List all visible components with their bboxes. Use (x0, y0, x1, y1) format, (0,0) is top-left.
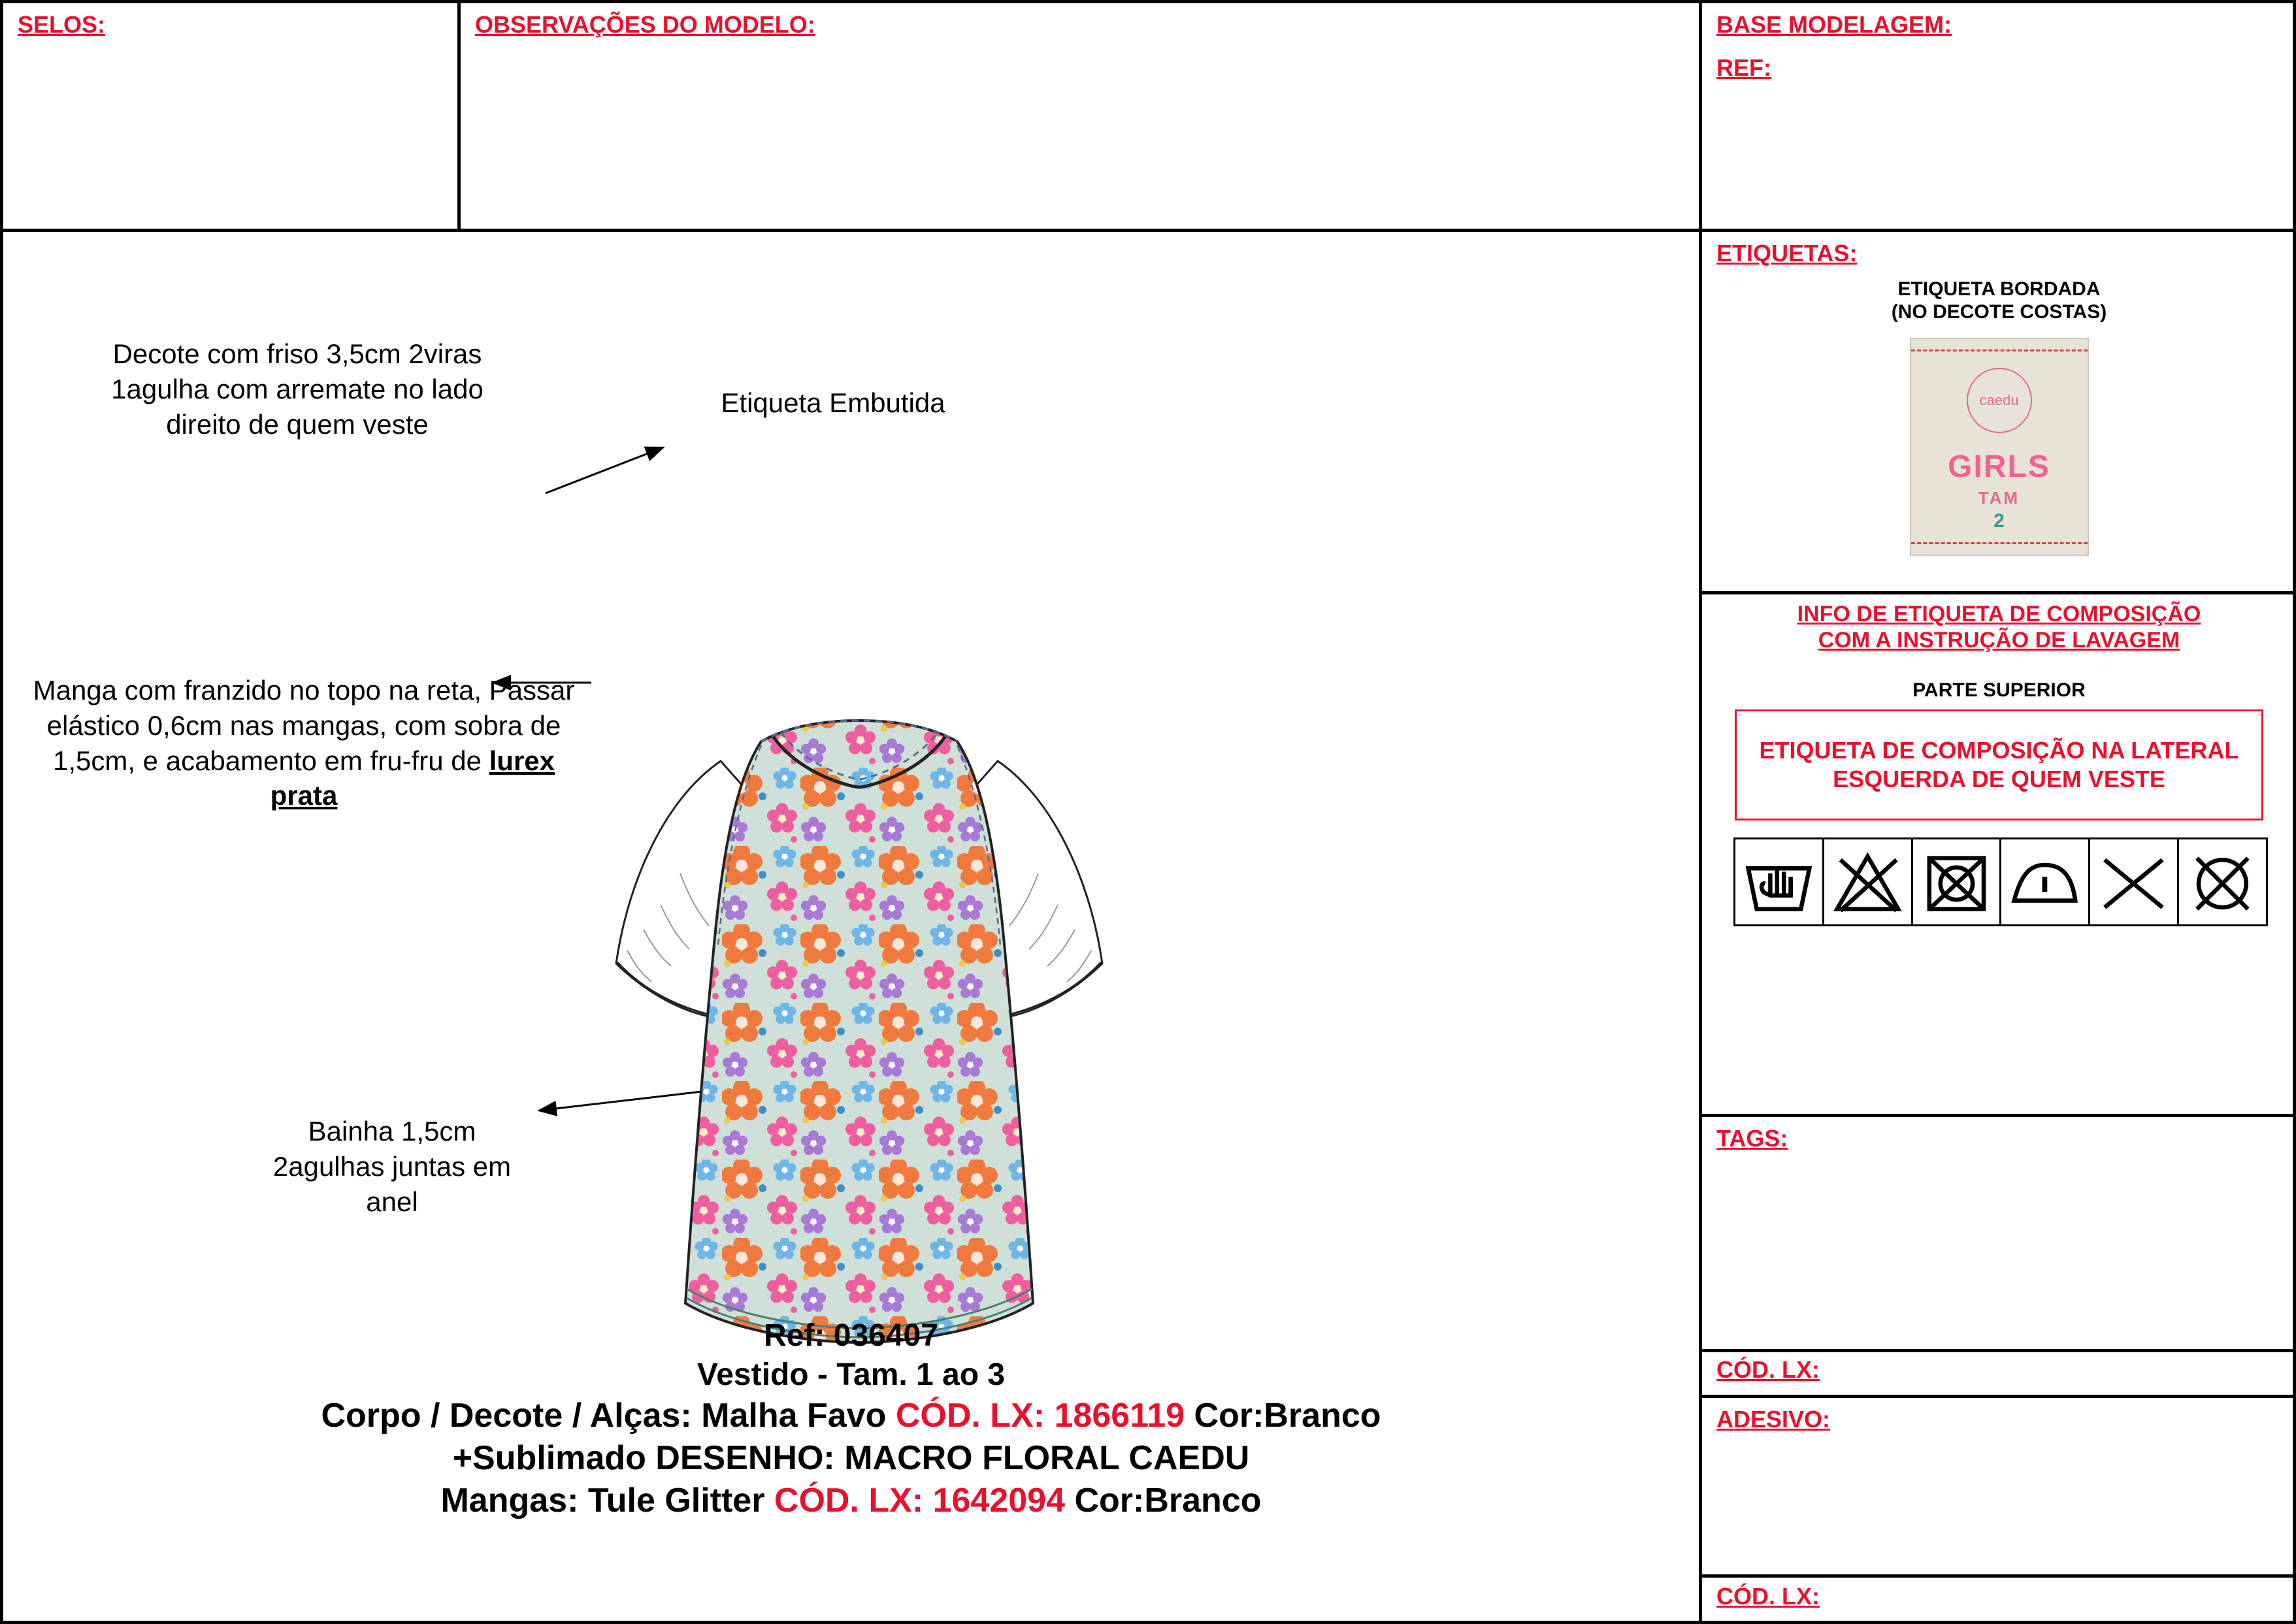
desc-line4: +Sublimado DESENHO: MACRO FLORAL CAEDU (452, 1439, 1250, 1477)
selos-label: SELOS: (18, 11, 106, 38)
adesivo-cell (1702, 1398, 2296, 1578)
desc-product: Vestido - Tam. 1 ao 3 (697, 1357, 1006, 1392)
desc-line3-code: CÓD. LX: 1866119 (895, 1397, 1185, 1435)
label-dash-top (1911, 349, 2088, 351)
etiquetas-label: ETIQUETAS: (1716, 240, 1858, 267)
label-tam-text: TAM (1978, 488, 2020, 508)
desc-line5-code: CÓD. LX: 1642094 (774, 1482, 1066, 1519)
etiqueta-bordada-title (1702, 278, 2296, 324)
etiquetas-cell (1702, 232, 2296, 594)
observacoes-cell (461, 3, 1702, 232)
label-dash-bottom (1911, 542, 2088, 544)
embroidered-label-art (1910, 338, 2089, 556)
no-bleach-icon (1824, 839, 1913, 924)
base-modelagem-label: BASE MODELAGEM: (1716, 11, 1952, 38)
note-manga-text: Manga com franzido no topo na reta, Passar elástico 0,6cm nas mangas, com sobra de 1,5cm, e acabamento em fru-fru de (33, 675, 575, 776)
adesivo-label: ADESIVO: (1716, 1406, 1831, 1433)
cod-lx-cell-2 (1702, 1578, 2296, 1624)
hand-wash-icon (1735, 839, 1824, 924)
note-decote: Decote com friso 3,5cm 2viras 1agulha com arremate no lado direito de quem veste (111, 338, 484, 440)
cod-lx-label-1: CÓD. LX: (1716, 1356, 1820, 1383)
desc-line3 (3, 1395, 1699, 1437)
note-bainha: Bainha 1,5cm 2agulhas juntas em anel (272, 1116, 512, 1217)
info-etiqueta-line2: COM A INSTRUÇÃO DE LAVAGEM (1818, 628, 2180, 653)
info-etiqueta-composicao-cell (1702, 594, 2296, 1117)
technical-drawing-area (3, 232, 1702, 1624)
base-ref-label: REF: (1716, 54, 1771, 81)
cod-lx-label-2: CÓD. LX: (1716, 1583, 1820, 1610)
etiqueta-bordada-line2: (NO DECOTE COSTAS) (1891, 301, 2107, 323)
cod-lx-cell-1 (1702, 1352, 2296, 1398)
tags-cell (1702, 1117, 2296, 1352)
desc-line5-a: Mangas: Tule Glitter (440, 1482, 774, 1519)
desc-line5 (3, 1480, 1699, 1522)
desc-line3-b: Cor:Branco (1185, 1397, 1381, 1435)
no-tumble-dry-icon (1913, 839, 2002, 924)
info-etiqueta-heading (1702, 601, 2296, 653)
label-tam-value: 2 (1993, 510, 2005, 532)
base-modelagem-cell (1702, 3, 2296, 232)
etiqueta-bordada-line1: ETIQUETA BORDADA (1897, 278, 2101, 300)
no-wring-icon (2179, 839, 2266, 924)
selos-cell (3, 3, 461, 232)
desc-line3-a: Corpo / Decote / Alças: Malha Favo (321, 1397, 896, 1435)
info-etiqueta-line1: INFO DE ETIQUETA DE COMPOSIÇÃO (1797, 602, 2201, 626)
desc-line5-b: Cor:Branco (1065, 1482, 1262, 1519)
tags-label: TAGS: (1716, 1125, 1788, 1152)
care-symbols-row (1733, 837, 2268, 926)
iron-low-icon (2001, 839, 2090, 924)
no-dry-clean-icon (2090, 839, 2179, 924)
desc-ref: Ref: 036407 (764, 1318, 938, 1353)
label-girls-text: GIRLS (1948, 449, 2050, 484)
note-manga-emphasis: lurex prata (270, 745, 555, 811)
observacoes-label: OBSERVAÇÕES DO MODELO: (475, 11, 815, 38)
product-description-block (3, 1316, 1699, 1522)
caedu-logo: caedu (1967, 368, 2032, 433)
composicao-instruction-box: ETIQUETA DE COMPOSIÇÃO NA LATERAL ESQUERDA DE QUEM VESTE (1735, 709, 2263, 820)
note-etiqueta-embutida: Etiqueta Embutida (721, 387, 945, 418)
parte-superior-label: PARTE SUPERIOR (1912, 679, 2086, 701)
note-manga (16, 673, 591, 813)
